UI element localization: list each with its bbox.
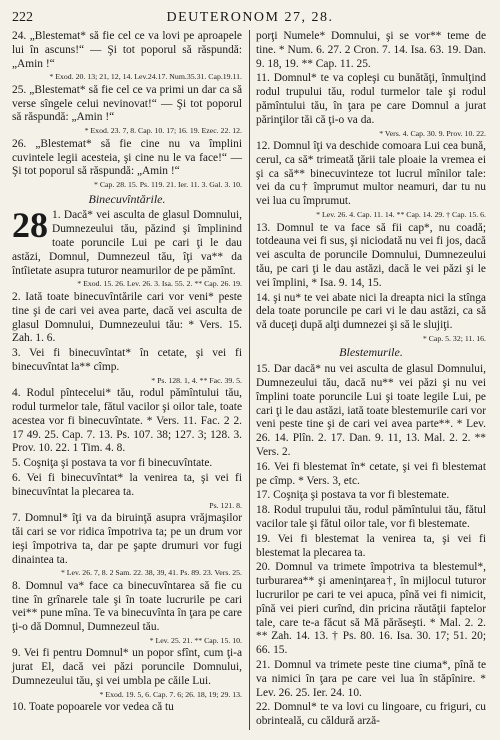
verse — [256, 489, 486, 503]
verse-text: 12. Domnul îţi va deschide comoara Lui cea bună, cerul, ca să* trimeată ţării tale ploaie la vremea ei şi ca să** binecuvinteze tot lucrul mînilor tale: vei da cu† împrumut multor neamuri, dar tu nu vei lua cu împrumut. — [256, 140, 486, 208]
verse — [12, 580, 242, 635]
verse-text: 6. Vei fi binecuvîntat* la venirea ta, şi vei fi binecuvîntat la plecarea ta. — [12, 472, 242, 498]
verse-text: 14. şi nu* te vei abate nici la dreapta nici la stînga dela toate poruncile pe cari vi le dau astăzi, ca să vă duceţi după alţi dumnezei şi să le slujiţi. — [256, 291, 486, 332]
verse-text: 7. Domnul* îţi va da biruinţă asupra vrăjmaşilor tăi cari se vor ridica împotriva ta; pe un drum vor ieşi împotriva ta, dar pe şapte drumuri vor fugi dinaintea ta. — [12, 512, 242, 566]
verse — [256, 140, 486, 209]
verse — [12, 647, 242, 688]
left-column — [12, 30, 242, 716]
verse-text: 8. Domnul va* face ca binecuvîntarea să fie cu tine în grînarele tale şi în toate lucrurile pe cari vei** pune mîna. Te va binecuvînta în ţara pe care ţi-o dă Domnul, Dumnezeul tău. — [12, 579, 242, 634]
running-title: DEUTERONOM 27, 28. — [166, 10, 334, 25]
verse — [256, 292, 486, 333]
verse — [256, 222, 486, 291]
verse-text: porţi Numele* Domnului, şi se vor** teme de tine. * Num. 6. 27. 2 Cron. 7. 14. Isa. 63. 19. Dan. 9. 18, 19. ** Cap. 11. 25. — [256, 30, 486, 70]
verse — [256, 72, 486, 127]
cross-reference: * Lev. 26. 7, 8. 2 Sam. 22. 38, 39, 41. Ps. 89. 23. Vers. 25. — [60, 568, 242, 578]
cross-reference: Ps. 121. 8. — [209, 500, 242, 510]
verse-text: 1. Dacă* vei asculta de glasul Domnului, Dumnezeului tău, păzind şi împlinind toate poruncile Lui pe cari ţi le dau astăzi, Domnul, Dumnezeul tău, îţi va** da întîietate asupra tuturor neamurilor de pe pămînt. — [12, 209, 242, 277]
verse — [12, 205, 242, 278]
verse-text: 9. Vei fi pentru Domnul* un popor sfînt, cum ţi-a jurat El, dacă vei păzi poruncile Domnului, Dumnezeului tău, şi vei umbla pe căile Lui. — [12, 647, 242, 688]
cross-reference: * Cap. 5. 32; 11. 16. — [422, 333, 486, 343]
verse-text: 26. „Blestemat* să fie cine nu va împlini cuvintele legii acesteia, şi cine nu le va face!“ — Şi tot poporul să răspundă: „Amin !“ — [12, 137, 242, 178]
verse — [12, 84, 242, 125]
verse-text: 10. Toate popoarele vor vedea că tu — [12, 701, 174, 714]
verse — [12, 347, 242, 375]
verse-text: 19. Vei fi blestemat la venirea ta, şi vei fi blestemat la plecarea ta. — [256, 532, 486, 559]
cross-reference: * Lev. 25. 21. ** Cap. 15. 10. — [149, 635, 242, 645]
verse — [256, 701, 486, 729]
verse-text: 4. Rodul pîntecelui* tău, rodul pămîntului tău, rodul turmelor tale, fătul vacilor şi oilor tale, toate acestea vor fi binecuvîntate. * Vers. 11. Fac. 2 2. 17 49. 25. Cap. 7. 13. Ps. 107. 38; 127. 3; 128. 3. Prov. 10. 22. 1 Tim. 4. 8. — [12, 387, 242, 455]
column-divider — [249, 30, 250, 730]
verse-text: 5. Coşniţa şi postava ta vor fi binecuvîntate. — [12, 457, 213, 470]
verse-text: 20. Domnul va trimete împotriva ta blestemul*, turburarea** şi ameninţarea†, în mijlocul tuturor lucrurilor pe cari te vei apuca, pînă vei fi nimicit, pînă vei pieri curînd, din pricina răutăţii faptelor tale, care te-a făcut să Mă părăseşti. * Mal. 2. 2. ** Zah. 14. 13. † Ps. 80. 16. Isa. 30. 17; 51. 20; 66. 15. — [256, 561, 486, 657]
verse-text: 17. Coşniţa şi postava ta vor fi blestemate. — [256, 489, 450, 502]
verse — [12, 512, 242, 567]
page-header — [12, 10, 488, 26]
cross-reference: * Exod. 20. 13; 21, 12, 14. Lev.24.17. Num.35.31. Cap.19.11. — [49, 72, 242, 82]
verse-text: 3. Vei fi binecuvîntat* în cetate, şi vei fi binecuvîntat la** cîmp. — [12, 347, 242, 373]
verse — [12, 387, 242, 456]
right-column — [256, 30, 486, 730]
verse — [256, 659, 486, 700]
verse-text: 21. Domnul va trimete peste tine ciuma*, pînă te va nimici în ţara pe care vei lua în stăpînire. * Lev. 26. 25. Ier. 24. 10. — [256, 658, 486, 699]
cross-reference: * Exod. 19. 5, 6. Cap. 7. 6; 26. 18, 19; 29. 13. — [99, 689, 242, 699]
verse — [256, 561, 486, 658]
section-heading: Binecuvîntările. — [88, 191, 166, 206]
section-heading: Blestemurile. — [339, 345, 403, 360]
page-number: 222 — [12, 10, 33, 25]
cross-reference: * Vers. 4. Cap. 30. 9. Prov. 10. 22. — [379, 128, 486, 138]
verse-text: 15. Dar dacă* nu vei asculta de glasul Domnului, Dumnezeului tău, dacă nu** vei păzi şi nu vei împlini toate poruncile Lui şi toate legile Lui, pe cari ţi le dau astăzi, iată toate blestemurile cari vor veni peste tine şi de cari vei avea parte**. * Lev. 26. 14. Plîn. 2. 17. Dan. 9. 11, 13. Mal. 2. 2. ** Vers. 2. — [256, 363, 486, 459]
verse — [256, 533, 486, 561]
verse — [12, 291, 242, 346]
verse — [12, 30, 242, 71]
chapter-number: 28 — [12, 205, 48, 246]
verse — [256, 30, 486, 71]
verse — [12, 472, 242, 500]
verse — [12, 138, 242, 179]
cross-reference: * Exod. 15. 26. Lev. 26. 3. Isa. 55. 2. ** Cap. 26. 19. — [77, 279, 242, 289]
verse-text: 13. Domnul te va face să fii cap*, nu coadă; totdeauna vei fi sus, şi niciodată nu vei fi jos, dacă vei asculta de poruncile Domnului, Dumnezeului tău, pe cari ţi le dau astăzi, dacă le vei păzi şi le vei împlini, * Isa. 9. 14, 15. — [256, 221, 486, 289]
verse-text: 22. Domnul* te va lovi cu lingoare, cu friguri, cu obrinteală, cu căldură arză- — [256, 701, 486, 728]
cross-reference: * Ps. 128. 1, 4. ** Fac. 39. 5. — [151, 375, 242, 385]
verse-text: 18. Rodul trupului tău, rodul pămîntului tău, fătul vacilor tale şi fătul oilor tale, vor fi blestemate. — [256, 504, 486, 530]
verse — [12, 701, 242, 715]
verse — [256, 504, 486, 532]
verse-text: 16. Vei fi blestemat în* cetate, şi vei fi blestemat pe cîmp. * Vers. 3, etc. — [256, 460, 486, 487]
verse-text: 11. Domnul* te va copleşi cu bunătăţi, înmulţind rodul trupului tău, rodul turmelor tale şi rodul pămîntului tău, în ţara pe care Domnul a jurat părinţilor tăi că ţi-o va da. — [256, 72, 486, 126]
verse-text: 24. „Blestemat* să fie cel ce va lovi pe aproapele lui în ascuns!“ — Şi tot poporul să răspundă: „Amin !“ — [12, 30, 242, 70]
cross-reference: * Lev. 26. 4. Cap. 11. 14. ** Cap. 14. 29. † Cap. 15. 6. — [316, 210, 486, 220]
cross-reference: * Exod. 23. 7, 8. Cap. 10. 17; 16. 19. Ezec. 22. 12. — [84, 126, 242, 136]
verse — [12, 457, 242, 471]
cross-reference: * Cap. 28. 15. Ps. 119. 21. Ier. 11. 3. Gal. 3. 10. — [94, 180, 242, 190]
verse — [256, 363, 486, 460]
verse-text: 25. „Blestemat* să fie cel ce va primi un dar ca să verse sîngele celui nevinovat!“ — Şi tot poporul să răspundă: „Amin !“ — [12, 83, 242, 124]
verse-text: 2. Iată toate binecuvîntările cari vor veni* peste tine şi de cari vei avea parte, dacă vei asculta de glasul Domnului, Dumnezeului tău: * Vers. 15. Zah. 1. 6. — [12, 290, 242, 345]
verse — [256, 461, 486, 489]
